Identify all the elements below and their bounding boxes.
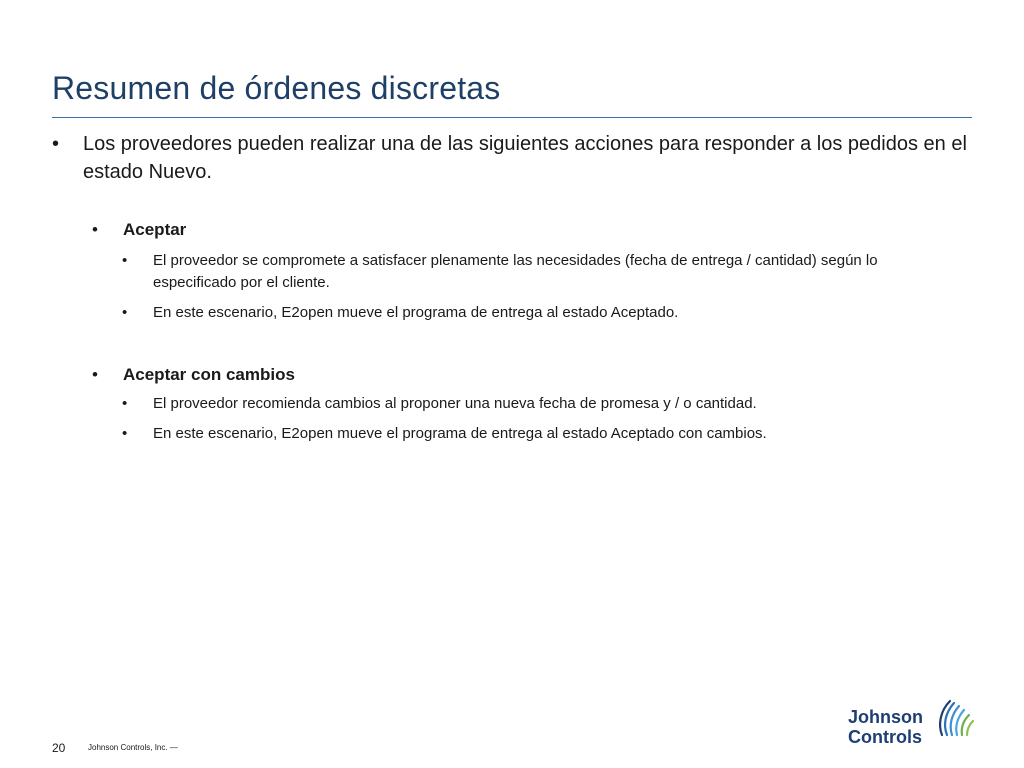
bullet-marker: •: [92, 220, 98, 239]
logo-line2: Controls: [848, 727, 922, 747]
bullet-text: Los proveedores pueden realizar una de las siguientes acciones para responder a los pedidos en el estado Nuevo.: [83, 133, 967, 183]
bullet-text: El proveedor recomienda cambios al proponer una nueva fecha de promesa y / o cantidad.: [153, 395, 757, 412]
bullet-text: Aceptar: [123, 220, 187, 239]
bullet-aceptar-con-cambios: [52, 362, 972, 388]
page-number: 20: [52, 741, 66, 755]
bullet-marker: •: [122, 425, 128, 442]
slide-title: Resumen de órdenes discretas: [52, 70, 501, 106]
bullet-marker: •: [92, 365, 98, 384]
logo-wordmark: [848, 707, 923, 747]
sub-bullet: [52, 393, 972, 415]
bullet-text: Aceptar con cambios: [123, 365, 295, 384]
bullet-intro: [52, 130, 972, 186]
bullet-marker: •: [52, 133, 60, 155]
bullet-marker: •: [122, 395, 128, 412]
sub-bullet: [52, 250, 972, 294]
footer-company: Johnson Controls, Inc. —: [88, 743, 178, 752]
bullet-aceptar: [52, 217, 972, 243]
bullet-text: En este escenario, E2open mueve el programa de entrega al estado Aceptado con cambios.: [153, 425, 767, 442]
bullet-marker: •: [122, 304, 128, 321]
sub-bullet: [52, 302, 972, 324]
title-divider: [52, 117, 972, 118]
bullet-text: En este escenario, E2open mueve el programa de entrega al estado Aceptado.: [153, 304, 679, 321]
bullet-marker: •: [122, 252, 128, 269]
slide-body: [52, 130, 972, 445]
bullet-text: El proveedor se compromete a satisfacer plenamente las necesidades (fecha de entrega / cantidad) según lo especificado por el cliente.: [153, 252, 878, 291]
johnson-controls-logo-mark-icon: [932, 697, 976, 741]
logo-line1: Johnson: [848, 707, 923, 727]
company-logo: [848, 697, 976, 753]
sub-bullet: [52, 423, 972, 445]
